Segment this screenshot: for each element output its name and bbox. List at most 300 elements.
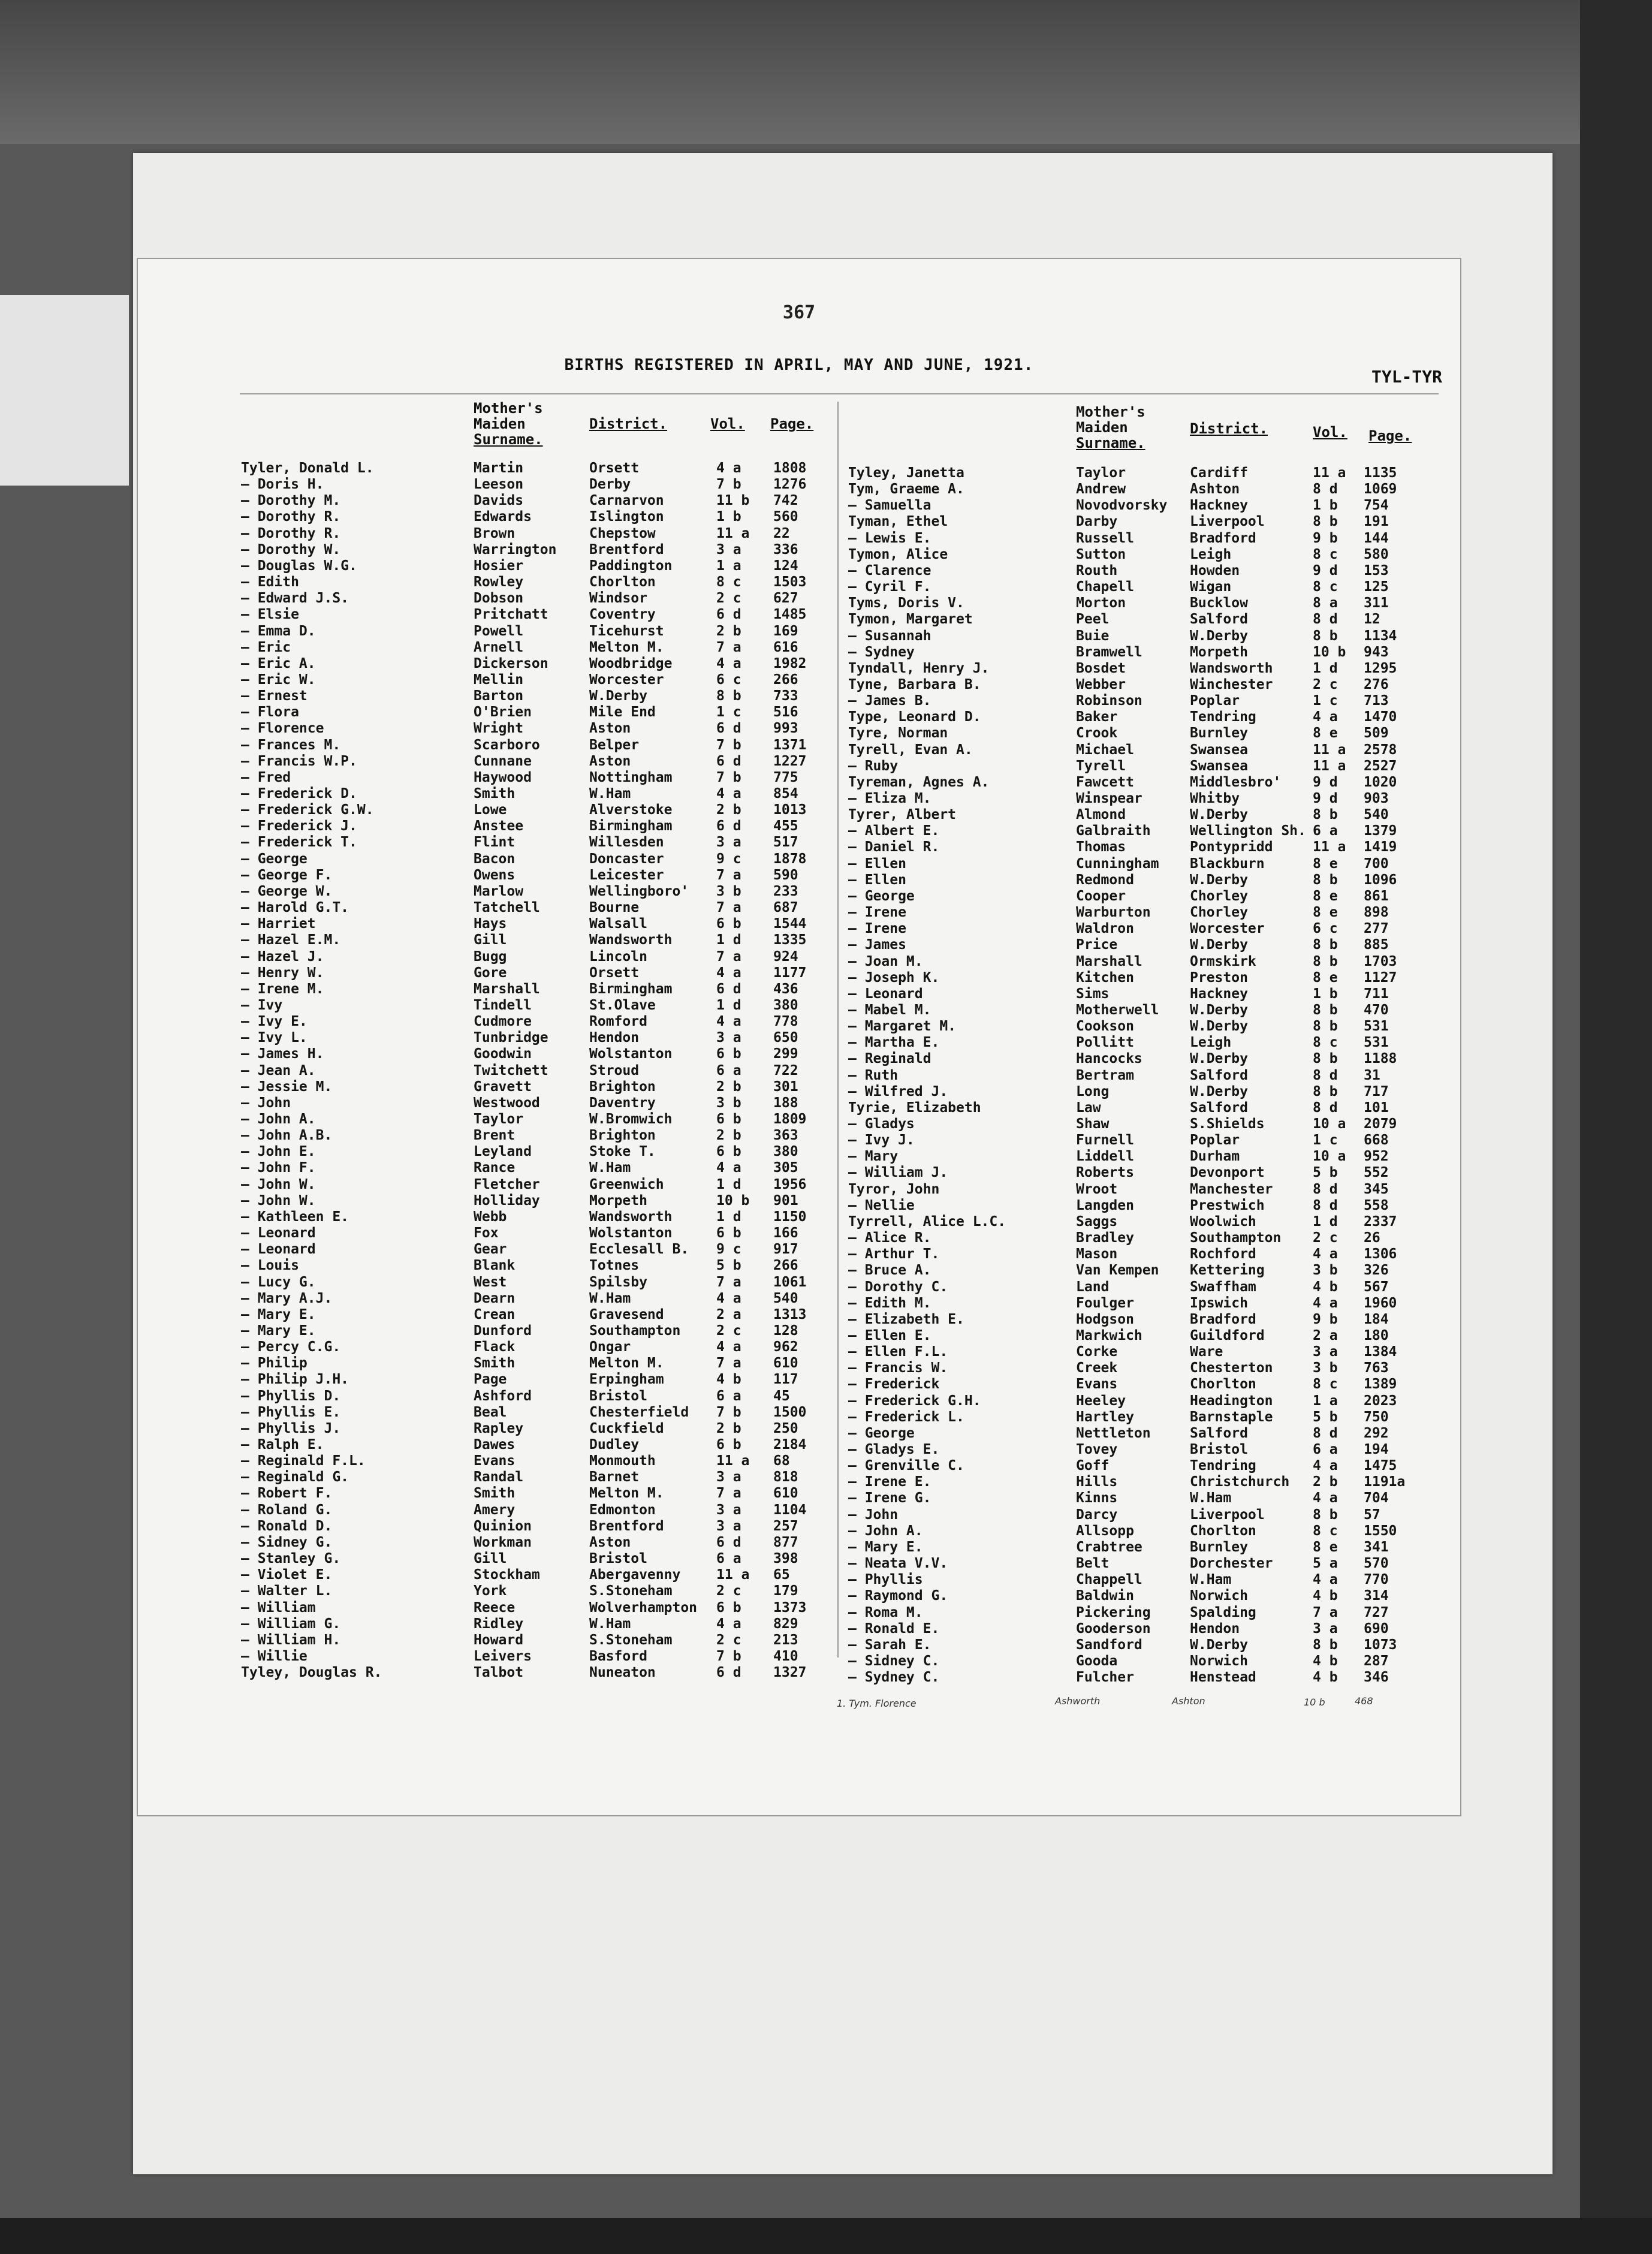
district: W.Derby (1190, 628, 1248, 644)
name-range: TYL-TYR (1371, 367, 1442, 387)
entry-name: — Irene E. (848, 1474, 931, 1490)
entry-name: — James H. (241, 1046, 324, 1062)
page-ref: 65 (773, 1567, 790, 1583)
page-ref: 610 (773, 1485, 798, 1502)
mothers-surname: Owens (474, 867, 516, 883)
district: Mile End (589, 704, 656, 721)
district: Lincoln (589, 948, 647, 965)
mothers-surname: Davids (474, 493, 524, 509)
district: Swansea (1190, 758, 1248, 774)
district: Winchester (1190, 676, 1273, 692)
mothers-surname: Belt (1076, 1556, 1110, 1572)
mothers-surname: Westwood (474, 1095, 540, 1111)
volume: 1 c (1313, 1132, 1338, 1149)
mothers-surname: Markwich (1076, 1327, 1142, 1343)
district: Wigan (1190, 579, 1232, 595)
mothers-surname: Marshall (1076, 953, 1142, 969)
mothers-surname: Novodvorsky (1076, 498, 1168, 514)
mothers-surname: Warburton (1076, 905, 1151, 921)
page-ref: 326 (1364, 1262, 1389, 1279)
mothers-surname: Langden (1076, 1197, 1134, 1213)
entry-name: — Percy C.G. (241, 1339, 341, 1355)
mothers-surname: Blank (474, 1258, 516, 1274)
page-ref: 727 (1364, 1604, 1389, 1620)
volume: 5 b (716, 1258, 741, 1274)
volume: 8 d (1313, 611, 1338, 628)
page-ref: 540 (1364, 807, 1389, 823)
volume: 6 d (716, 981, 741, 997)
page-ref: 1127 (1364, 969, 1397, 986)
entry-name: — Ivy (241, 997, 283, 1013)
page-ref: 567 (1364, 1279, 1389, 1295)
district: Islington (589, 509, 664, 525)
district: Aston (589, 1534, 631, 1550)
volume: 8 d (1313, 1425, 1338, 1441)
district: Pontypridd (1190, 839, 1273, 855)
page-ref: 2023 (1364, 1393, 1397, 1409)
mothers-surname: Rance (474, 1160, 516, 1176)
entry-name: — Douglas W.G. (241, 558, 357, 574)
mothers-surname: Cudmore (474, 1014, 532, 1030)
entry-name: — Bruce A. (848, 1262, 931, 1279)
page-ref: 184 (1364, 1311, 1389, 1327)
mothers-surname: Kitchen (1076, 969, 1134, 986)
entry-name: — Susannah (848, 628, 931, 644)
page-ref: 775 (773, 769, 798, 785)
district: Howden (1190, 562, 1240, 578)
district: W.Derby (1190, 1637, 1248, 1653)
entry-name: — Hazel E.M. (241, 932, 341, 948)
volume: 1 b (716, 509, 741, 525)
entry-name: — Lewis E. (848, 530, 931, 546)
mothers-surname: Gill (474, 1551, 507, 1567)
volume: 4 a (716, 1160, 741, 1176)
volume: 8 a (1313, 595, 1338, 611)
page-ref: 650 (773, 1030, 798, 1046)
entry-name: — George W. (241, 883, 333, 899)
volume: 3 b (716, 1095, 741, 1111)
entry-name: — Frances M. (241, 737, 341, 753)
district: Middlesbro' (1190, 774, 1282, 790)
page-ref: 580 (1364, 546, 1389, 562)
entry-name: Tyley, Douglas R. (241, 1665, 382, 1681)
district: W.Derby (1190, 937, 1248, 953)
district: Melton M. (589, 639, 664, 655)
entry-name: — Doris H. (241, 477, 324, 493)
page-ref: 1276 (773, 477, 807, 493)
volume: 6 b (716, 1599, 741, 1616)
district: Brentford (589, 541, 664, 558)
entry-name: — Eric (241, 639, 291, 655)
district: S.Shields (1190, 1116, 1265, 1132)
page-ref: 943 (1364, 644, 1389, 660)
district: Birmingham (589, 818, 673, 834)
page-ref: 1306 (1364, 1246, 1397, 1262)
mothers-surname: Almond (1076, 807, 1126, 823)
entry-name: — Reginald (848, 1051, 931, 1067)
entry-name: — John (848, 1506, 899, 1523)
page-ref: 124 (773, 558, 798, 574)
mothers-surname: Bramwell (1076, 644, 1142, 660)
page-ref: 380 (773, 1144, 798, 1160)
entry-name: — Mary E. (241, 1322, 316, 1339)
volume: 8 b (1313, 628, 1338, 644)
volume: 1 d (716, 997, 741, 1013)
page-ref: 191 (1364, 514, 1389, 530)
mothers-surname: Edwards (474, 509, 532, 525)
volume: 4 a (716, 460, 741, 476)
entry-name: — Edward J.S. (241, 590, 349, 607)
mothers-surname: Hays (474, 916, 507, 932)
mothers-surname: York (474, 1583, 507, 1599)
entry-name: — Walter L. (241, 1583, 333, 1599)
district: Erpingham (589, 1372, 664, 1388)
entry-name: — Fred (241, 769, 291, 785)
volume: 2 c (1313, 676, 1338, 692)
district: Poplar (1190, 693, 1240, 709)
mothers-surname: Tunbridge (474, 1030, 548, 1046)
volume: 4 a (716, 1339, 741, 1355)
mothers-surname: Foulger (1076, 1295, 1134, 1311)
page-ref: 742 (773, 493, 798, 509)
entry-name: — Neata V.V. (848, 1556, 948, 1572)
volume: 4 b (716, 1372, 741, 1388)
mothers-surname: Workman (474, 1534, 532, 1550)
volume: 6 b (716, 916, 741, 932)
entry-name: — Ellen (848, 855, 906, 872)
entry-name: — Leonard (848, 986, 923, 1002)
footnote-name: 1. Tym. Florence (837, 1698, 917, 1709)
volume: 6 b (716, 1144, 741, 1160)
mothers-surname: Hosier (474, 558, 524, 574)
page-ref: 763 (1364, 1360, 1389, 1376)
page-ref: 690 (1364, 1620, 1389, 1637)
mothers-surname: Warrington (474, 541, 557, 558)
mothers-surname: Bosdet (1076, 660, 1126, 676)
volume: 9 d (1313, 562, 1338, 578)
volume: 7 a (716, 1274, 741, 1290)
page-ref: 517 (773, 834, 798, 851)
mothers-surname: Van Kempen (1076, 1262, 1159, 1279)
volume: 8 b (1313, 1637, 1338, 1653)
volume: 6 b (716, 1111, 741, 1127)
entry-name: — Frederick D. (241, 786, 357, 801)
page-ref: 1878 (773, 851, 807, 867)
mothers-surname: Arnell (474, 639, 524, 655)
volume: 8 e (1313, 725, 1338, 742)
entry-name: — Frederick G.W. (241, 802, 374, 818)
mothers-surname: Dearn (474, 1290, 516, 1306)
entry-name: Tyley, Janetta (848, 465, 964, 481)
mothers-surname: Waldron (1076, 921, 1134, 937)
district: Hendon (1190, 1620, 1240, 1637)
entry-name: — Eric A. (241, 655, 316, 671)
mothers-surname: Peel (1076, 611, 1110, 628)
mothers-surname: Gooda (1076, 1653, 1118, 1669)
entry-name: — Martha E. (848, 1035, 940, 1051)
entry-name: — Florence (241, 721, 324, 737)
entry-name: — Ellen E. (848, 1327, 931, 1343)
page-ref: 778 (773, 1014, 798, 1030)
entry-name: — Frederick G.H. (848, 1393, 981, 1409)
volume: 10 a (1313, 1149, 1346, 1165)
volume: 8 b (1313, 1083, 1338, 1099)
entry-name: — Frederick T. (241, 834, 357, 851)
page-ref: 1069 (1364, 481, 1397, 498)
page-ref: 1061 (773, 1274, 807, 1290)
entry-name: — Margaret M. (848, 1018, 957, 1035)
district: Monmouth (589, 1453, 656, 1469)
entry-name: — John W. (241, 1176, 316, 1192)
scanner-background-right (1580, 0, 1652, 2254)
entry-name: — Ralph E. (241, 1437, 324, 1453)
volume: 4 b (1313, 1279, 1338, 1295)
district: Woolwich (1190, 1213, 1256, 1230)
volume: 1 d (716, 1176, 741, 1192)
entry-name: — Emma D. (241, 623, 316, 639)
page-ref: 1073 (1364, 1637, 1397, 1653)
entry-name: — John E. (241, 1144, 316, 1160)
mothers-surname: Twitchett (474, 1062, 548, 1078)
district: Wellington Sh. (1190, 823, 1306, 839)
mothers-surname: Hills (1076, 1474, 1118, 1490)
mothers-surname: Gill (474, 932, 507, 948)
footnote-surname: Ashworth (1055, 1695, 1101, 1707)
page-ref: 1013 (773, 802, 807, 818)
volume: 7 a (716, 1355, 741, 1372)
entry-name: — Edith M. (848, 1295, 931, 1311)
page-ref: 166 (773, 1225, 798, 1241)
volume: 8 e (1313, 855, 1338, 872)
district: Bucklow (1190, 595, 1248, 611)
district: Liverpool (1190, 514, 1265, 530)
volume: 6 d (716, 1665, 741, 1681)
volume: 5 b (1313, 1165, 1338, 1181)
mothers-surname: Scarboro (474, 737, 540, 753)
page-ref: 733 (773, 688, 798, 704)
entry-name: — Mary E. (848, 1539, 923, 1555)
page-ref: 1384 (1364, 1344, 1397, 1360)
page-ref: 509 (1364, 725, 1389, 742)
mothers-surname: Baker (1076, 709, 1118, 725)
volume: 9 c (716, 851, 741, 867)
volume: 9 b (1313, 1311, 1338, 1327)
volume: 1 c (716, 704, 741, 721)
volume: 8 b (1313, 953, 1338, 969)
entry-name: — Gladys E. (848, 1442, 940, 1457)
page-ref: 1960 (1364, 1295, 1397, 1311)
mothers-surname: Ridley (474, 1616, 524, 1632)
entry-name: — Henry W. (241, 965, 324, 981)
entry-name: — Phyllis (848, 1572, 923, 1588)
mothers-surname: Goff (1076, 1458, 1110, 1474)
district: W.Ham (1190, 1490, 1232, 1506)
page-ref: 1544 (773, 916, 807, 932)
mothers-surname: Fulcher (1076, 1670, 1134, 1686)
page-ref: 153 (1364, 562, 1389, 578)
district: Whitby (1190, 791, 1240, 806)
district: Woodbridge (589, 655, 673, 671)
mothers-surname: Fletcher (474, 1176, 540, 1192)
volume: 4 a (1313, 1246, 1338, 1262)
volume: 4 b (1313, 1588, 1338, 1604)
page-ref: 1419 (1364, 839, 1397, 855)
volume: 8 e (1313, 969, 1338, 986)
volume: 2 b (716, 1128, 741, 1144)
district: Hendon (589, 1030, 640, 1046)
district: Swansea (1190, 742, 1248, 758)
volume: 1 a (716, 558, 741, 574)
district: Aston (589, 753, 631, 769)
district: Ormskirk (1190, 953, 1256, 969)
volume: 7 b (716, 477, 741, 493)
district: W.Derby (1190, 1083, 1248, 1099)
volume: 6 a (716, 1062, 741, 1078)
district: Rochford (1190, 1246, 1256, 1262)
district: Guildford (1190, 1327, 1265, 1343)
entry-name: — William J. (848, 1165, 948, 1181)
page-ref: 1135 (1364, 465, 1397, 481)
mothers-surname: Fox (474, 1225, 499, 1241)
district: Melton M. (589, 1355, 664, 1372)
entry-name: — Jean A. (241, 1062, 316, 1078)
volume: 1 c (1313, 693, 1338, 709)
mothers-surname: Darby (1076, 514, 1118, 530)
volume: 4 a (1313, 1295, 1338, 1311)
page-ref: 144 (1364, 530, 1389, 546)
district: Salford (1190, 611, 1248, 628)
entry-name: — Harriet (241, 916, 316, 932)
mothers-surname: Crean (474, 1306, 516, 1322)
page-ref: 700 (1364, 855, 1389, 872)
entry-name: — Dorothy R. (241, 525, 341, 541)
entry-name: — Violet E. (241, 1567, 333, 1583)
district: Swaffham (1190, 1279, 1256, 1295)
page-ref: 1177 (773, 965, 807, 981)
district: Southampton (1190, 1230, 1282, 1246)
district: Daventry (589, 1095, 656, 1111)
district: Burnley (1190, 725, 1248, 742)
volume: 8 c (1313, 546, 1338, 562)
mothers-surname: Rapley (474, 1420, 524, 1436)
page-ref: 1191a (1364, 1474, 1406, 1490)
page-ref: 363 (773, 1128, 798, 1144)
paper-tab (0, 295, 129, 486)
entry-name: — Kathleen E. (241, 1209, 349, 1225)
page-ref: 2184 (773, 1437, 807, 1453)
district: Alverstoke (589, 802, 673, 818)
mothers-surname: Amery (474, 1502, 516, 1518)
mothers-surname: Long (1076, 1083, 1110, 1099)
page-ref: 45 (773, 1388, 790, 1404)
entry-name: — Nellie (848, 1197, 915, 1213)
page-ref: 68 (773, 1453, 790, 1469)
page-ref: 179 (773, 1583, 798, 1599)
page-ref: 903 (1364, 791, 1389, 806)
volume: 6 c (1313, 921, 1338, 937)
entry-name: — Ivy L. (241, 1030, 308, 1046)
volume: 8 d (1313, 481, 1338, 498)
page-ref: 1470 (1364, 709, 1397, 725)
page-ref: 540 (773, 1290, 798, 1306)
mothers-surname: Anstee (474, 818, 524, 834)
entry-name: — Reginald G. (241, 1469, 349, 1485)
mothers-surname: Haywood (474, 769, 532, 785)
mothers-surname: Page (474, 1372, 507, 1388)
district: Wandsworth (589, 932, 673, 948)
entry-name: — Irene G. (848, 1490, 931, 1506)
district: Tendring (1190, 709, 1256, 725)
page-ref: 1188 (1364, 1051, 1397, 1067)
volume: 8 e (1313, 1539, 1338, 1555)
mothers-surname: Kinns (1076, 1490, 1118, 1506)
entry-name: Tyne, Barbara B. (848, 676, 981, 692)
mothers-surname: Russell (1076, 530, 1134, 546)
entry-name: — Mary (848, 1149, 899, 1165)
volume: 8 b (1313, 1506, 1338, 1523)
mothers-surname: Randal (474, 1469, 524, 1485)
entry-name: — Philip J.H. (241, 1372, 349, 1388)
page-ref: 1379 (1364, 823, 1397, 839)
entry-name: — Frederick L. (848, 1409, 964, 1425)
mothers-surname: Bacon (474, 851, 516, 867)
mothers-surname: Crook (1076, 725, 1118, 742)
district: Dudley (589, 1437, 640, 1453)
district: Stroud (589, 1062, 640, 1078)
volume: 6 d (716, 818, 741, 834)
page-ref: 1956 (773, 1176, 807, 1192)
mothers-surname: Evans (474, 1453, 516, 1469)
page-ref: 898 (1364, 905, 1389, 921)
district: Preston (1190, 969, 1248, 986)
volume: 2 c (716, 1322, 741, 1339)
page-ref: 1020 (1364, 774, 1397, 790)
mothers-surname: Thomas (1076, 839, 1126, 855)
volume: 11 a (716, 525, 750, 541)
volume: 6 a (716, 1388, 741, 1404)
volume: 6 a (1313, 1442, 1338, 1457)
page-ref: 1550 (1364, 1523, 1397, 1539)
mothers-surname: Michael (1076, 742, 1134, 758)
page-ref: 436 (773, 981, 798, 997)
mothers-surname: Barton (474, 688, 524, 704)
left-district-header: District. (589, 415, 668, 432)
entry-name: — Wilfred J. (848, 1083, 948, 1099)
volume: 2 c (716, 1632, 741, 1648)
volume: 4 b (1313, 1670, 1338, 1686)
page-ref: 1295 (1364, 660, 1397, 676)
district: W.Derby (1190, 807, 1248, 823)
mothers-surname: West (474, 1274, 507, 1290)
volume: 8 c (1313, 1035, 1338, 1051)
mothers-surname: Corke (1076, 1344, 1118, 1360)
district: Wolstanton (589, 1225, 673, 1241)
volume: 6 a (716, 1551, 741, 1567)
mothers-surname: Tovey (1076, 1442, 1118, 1457)
mothers-surname: Marshall (474, 981, 540, 997)
volume: 3 a (716, 1030, 741, 1046)
mothers-surname: Howard (474, 1632, 524, 1648)
volume: 5 b (1313, 1409, 1338, 1425)
volume: 1 b (1313, 498, 1338, 514)
page-ref: 924 (773, 948, 798, 965)
mothers-surname: Allsopp (1076, 1523, 1134, 1539)
mothers-surname: Quinion (474, 1518, 532, 1534)
district: Bristol (1190, 1442, 1248, 1457)
volume: 6 b (716, 1437, 741, 1453)
entry-name: — Flora (241, 704, 299, 721)
page-ref: 1313 (773, 1306, 807, 1322)
